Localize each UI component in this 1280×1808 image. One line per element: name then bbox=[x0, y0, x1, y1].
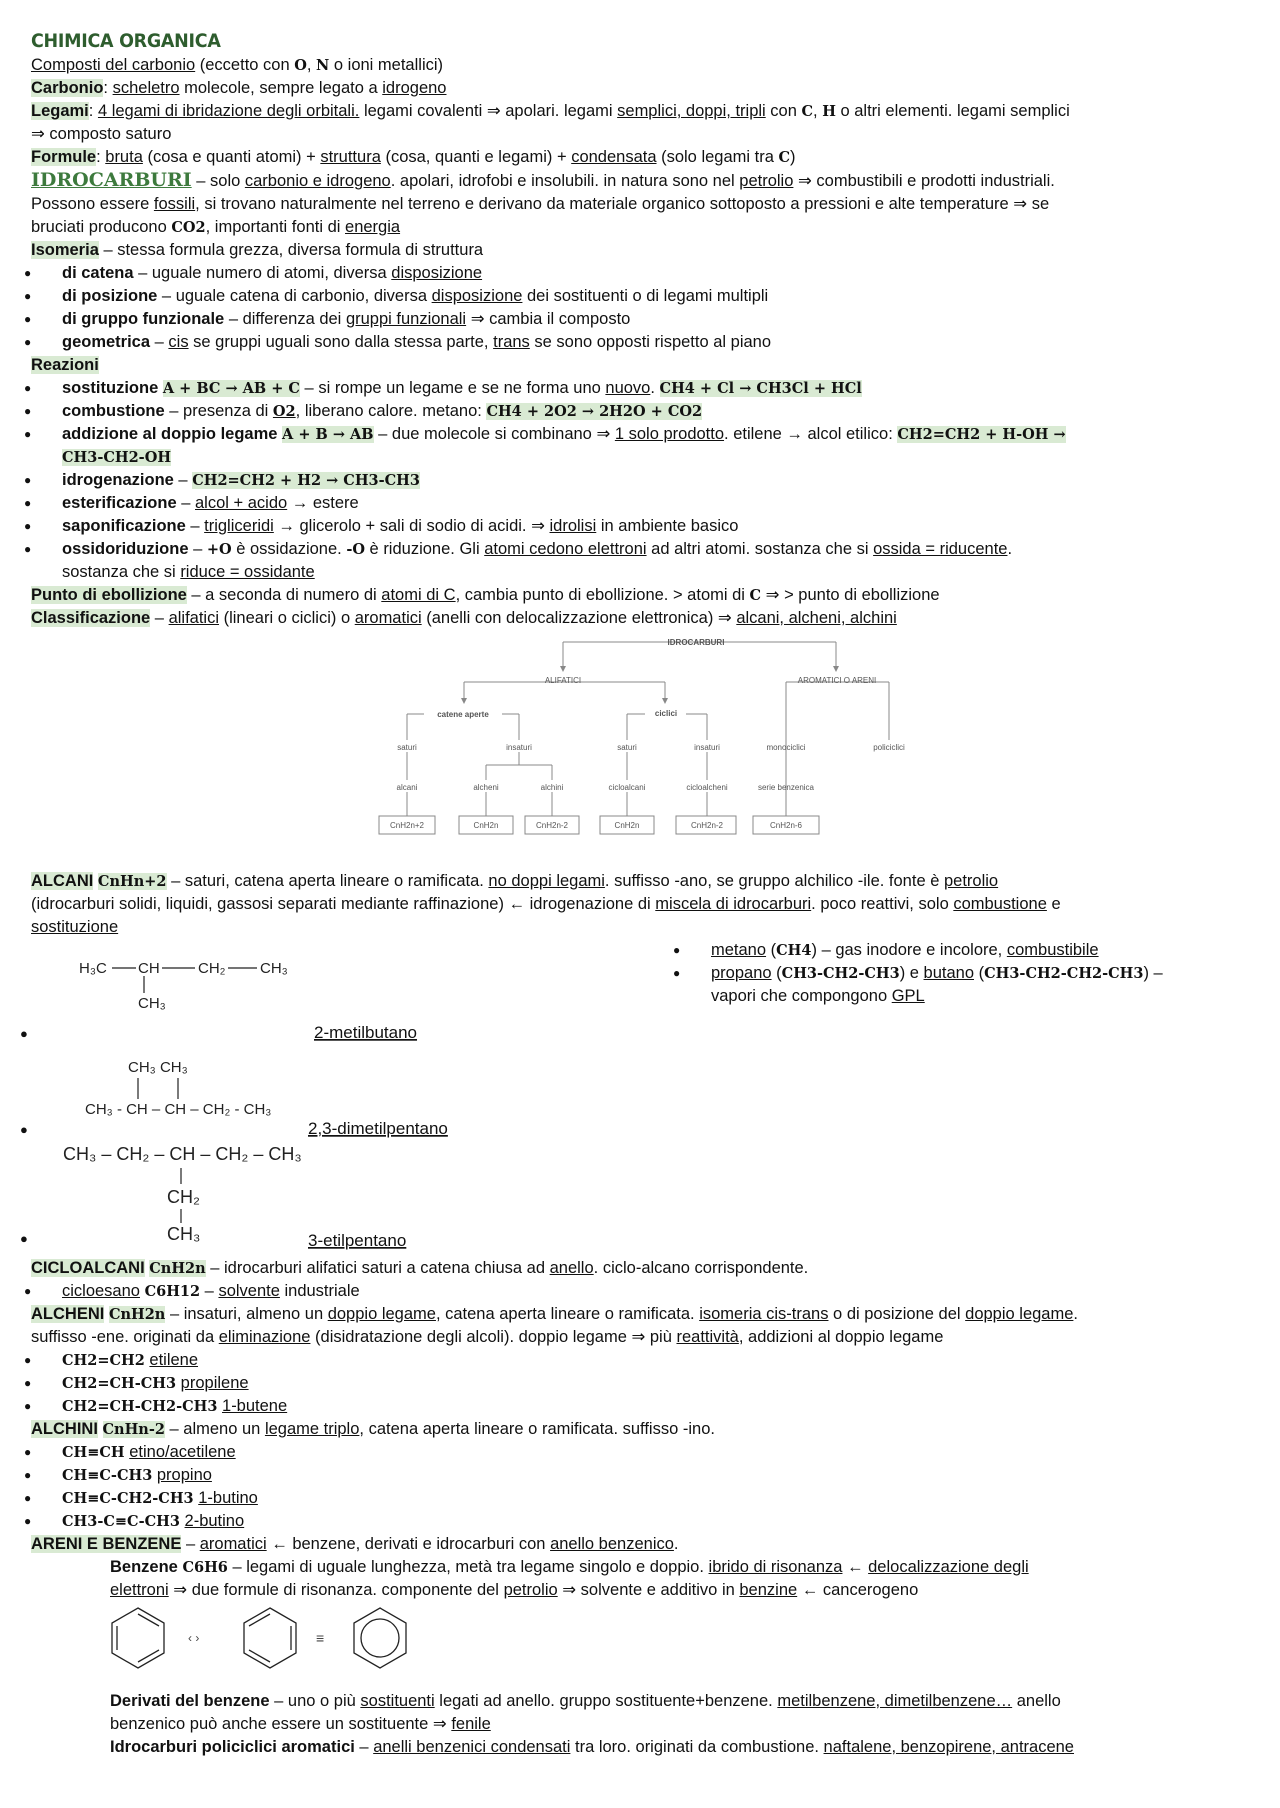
classificazione-line: Classificazione – alifatici (lineari o ciclici) o aromatici (anelli con delocalizzazione elettronica) ⇒ alcani, alcheni, alchini bbox=[31, 609, 897, 627]
list-item: ● cicloesano C6H12 – solvente industriale bbox=[31, 1280, 1266, 1303]
list-item: ● CH≡C-CH3 propino bbox=[31, 1464, 1266, 1487]
alcani-examples bbox=[20, 939, 1266, 1257]
idrocarburi-line-2: Possono essere fossili, si trovano naturalmente nel terreno e derivano da materiale organico sottoposto a pressioni e alte temperature ⇒ se bbox=[31, 195, 1050, 213]
name-3-etilpentano: 3-etilpentano bbox=[308, 1231, 407, 1250]
alchini-label: ALCHINI bbox=[31, 1420, 98, 1438]
svg-text:CH₃: CH₃ bbox=[260, 960, 288, 977]
list-item: ● CH≡C-CH2-CH3 1-butino bbox=[31, 1487, 1266, 1510]
tree-aromatici: AROMATICI O ARENI bbox=[797, 676, 877, 685]
tree-alifatici: ALIFATICI bbox=[544, 676, 582, 685]
tree-serie: serie benzenica bbox=[757, 783, 815, 792]
svg-text:CH₂: CH₂ bbox=[198, 960, 226, 977]
tree-alchini: alchini bbox=[540, 783, 564, 792]
reazioni-list bbox=[31, 377, 1266, 584]
carbonio-label: Carbonio bbox=[31, 79, 104, 97]
benzene-resonance bbox=[110, 1602, 1266, 1676]
benzene-line-2: elettroni ⇒ due formule di risonanza. componente del petrolio ⇒ solvente e additivo in benzine ← cancerogeno bbox=[110, 1581, 919, 1599]
resonance-arrow-icon: ‹ › bbox=[188, 1631, 200, 1645]
alchini-line: ALCHINI CnHn-2 – almeno un legame triplo, catena aperta lineare o ramificata. suffisso -ino. bbox=[31, 1420, 715, 1438]
list-item: ● CH2=CH-CH3 propilene bbox=[31, 1372, 1266, 1395]
svg-text:CH₃ CH₃: CH₃ CH₃ bbox=[128, 1059, 188, 1076]
list-item: ● propano (CH3-CH2-CH3) e butano (CH3-CH2-CH2-CH3) – vapori che compongono GPL bbox=[680, 962, 1260, 1008]
alchini-list bbox=[31, 1441, 1266, 1533]
list-item: ● esterificazione – alcol + acido → estere bbox=[31, 492, 1266, 515]
list-item: ● addizione al doppio legame A + B → AB – due molecole si combinano ⇒ 1 solo prodotto. etilene → alcol etilico: CH2=CH2 + H-OH → CH3-CH2-OH bbox=[31, 423, 1266, 469]
arrow-icon bbox=[833, 666, 839, 672]
list-item: ● ossidoriduzione – +O è ossidazione. -O è riduzione. Gli atomi cedono elettroni ad altri atomi. sostanza che si ossida = riducente. sostanza che si riduce = ossidante bbox=[31, 538, 1266, 584]
classification-diagram bbox=[31, 630, 1266, 870]
document-page bbox=[20, 30, 1266, 1759]
benzene-line: Benzene C6H6 – legami di uguale lunghezza, metà tra legame singolo e doppio. ibrido di risonanza ← delocalizzazione degli bbox=[110, 1558, 1029, 1576]
svg-text:CH₂: CH₂ bbox=[167, 1187, 200, 1207]
cicloalcani-list bbox=[31, 1280, 1266, 1303]
benzene-ring-icon bbox=[354, 1608, 406, 1668]
tree-policiclici: policiclici bbox=[873, 743, 905, 752]
svg-text:CH₃: CH₃ bbox=[138, 995, 166, 1012]
areni-line: ARENI E BENZENE – aromatici ← benzene, derivati e idrocarburi con anello benzenico. bbox=[31, 1535, 679, 1553]
svg-text:CH: CH bbox=[138, 960, 160, 977]
tree-cicloalcani: cicloalcani bbox=[608, 783, 646, 792]
list-item: ● CH2=CH-CH2-CH3 1-butene bbox=[31, 1395, 1266, 1418]
alcani-label: ALCANI bbox=[31, 872, 94, 890]
doc-title: CHIMICA ORGANICA bbox=[31, 30, 221, 52]
list-item: ● sostituzione A + BC → AB + C – si rompe un legame e se ne forma uno nuovo. CH4 + Cl → CH3Cl + HCl bbox=[31, 377, 1266, 400]
tree-ciclici: ciclici bbox=[654, 709, 678, 718]
ebollizione-label: Punto di ebollizione bbox=[31, 586, 187, 604]
reazioni-line bbox=[31, 354, 1266, 377]
list-item: ● combustione – presenza di O2, liberano calore. metano: CH4 + 2O2 → 2H2O + CO2 bbox=[31, 400, 1266, 423]
list-item: ● CH2=CH2 etilene bbox=[31, 1349, 1266, 1372]
cicloalcani-line: CICLOALCANI CnH2n – idrocarburi alifatici saturi a catena chiusa ad anello. ciclo-alcano corrispondente. bbox=[31, 1259, 809, 1277]
formule-label: Formule bbox=[31, 148, 97, 166]
tree-monociclici: monociclici bbox=[766, 743, 806, 752]
list-item: ● saponificazione – trigliceridi → glicerolo + sali di sodio di acidi. ⇒ idrolisi in ambiente basico bbox=[31, 515, 1266, 538]
bullet-icon: ● bbox=[20, 1231, 28, 1246]
idrocarburi-line: IDROCARBURI – solo carbonio e idrogeno. apolari, idrofobi e insolubili. in natura sono nel petrolio ⇒ combustibili e prodotti industriali. bbox=[31, 169, 1055, 191]
cicloalcani-label: CICLOALCANI bbox=[31, 1259, 145, 1277]
tree-f1: CnH2n+2 bbox=[389, 821, 425, 830]
list-item: ● di catena – uguale numero di atomi, diversa disposizione bbox=[31, 262, 1266, 285]
benzene-section bbox=[31, 1556, 1266, 1759]
arrow-icon bbox=[461, 698, 467, 704]
reazioni-label: Reazioni bbox=[31, 356, 99, 374]
alcheni-line: ALCHENI CnH2n – insaturi, almeno un doppio legame, catena aperta lineare o ramificata. isomeria cis-trans o di posizione del doppio legame. bbox=[31, 1305, 1078, 1323]
alcani-paragraph: ALCANI CnHn+2 – saturi, catena aperta lineare o ramificata. no doppi legami. suffisso -ano, se gruppo alchilico -ile. fonte è petrolio (idrocarburi solidi, liquidi, gassosi separati mediante raffinazione) ← idrogenazione di miscela di idrocarburi. poco reattivi, solo combustione e sostituzione bbox=[31, 872, 1061, 936]
tree-f5: CnH2n-2 bbox=[690, 821, 724, 830]
alcani-right-list bbox=[680, 939, 1260, 1008]
benzene-kekule-icon bbox=[112, 1608, 164, 1668]
tree-alcheni: alcheni bbox=[473, 783, 499, 792]
arrow-icon bbox=[560, 666, 566, 672]
svg-text:CH₃ – CH₂ – CH – CH₂ – CH₃: CH₃ – CH₂ – CH – CH₂ – CH₃ bbox=[63, 1144, 302, 1164]
derivati-line-2: benzenico può anche essere un sostituente ⇒ fenile bbox=[110, 1715, 491, 1733]
alcheni-label: ALCHENI bbox=[31, 1305, 105, 1323]
name-2-3-dimetilpentano: 2,3-dimetilpentano bbox=[308, 1119, 448, 1138]
tree-cicloalcheni: cicloalcheni bbox=[686, 783, 728, 792]
bullet-icon: ● bbox=[20, 1122, 28, 1137]
name-2-metilbutano: 2-metilbutano bbox=[314, 1023, 418, 1042]
tree-f4: CnH2n bbox=[614, 821, 640, 830]
tree-insaturi1: insaturi bbox=[506, 743, 532, 752]
svg-text:H₃C: H₃C bbox=[79, 960, 107, 977]
alcani-structures bbox=[0, 939, 640, 1257]
ebollizione-line: Punto di ebollizione – a seconda di numero di atomi di C, cambia punto di ebollizione. > atomi di C ⇒ > punto di ebollizione bbox=[31, 586, 940, 604]
tree-root: IDROCARBURI bbox=[667, 638, 725, 647]
policiclici-line: Idrocarburi policiclici aromatici – anelli benzenici condensati tra loro. originati da combustione. naftalene, benzopirene, antracene bbox=[110, 1738, 1074, 1756]
arrow-icon bbox=[662, 698, 668, 704]
list-item: ● di posizione – uguale catena di carbonio, diversa disposizione dei sostituenti o di legami multipli bbox=[31, 285, 1266, 308]
derivati-line: Derivati del benzene – uno o più sostituenti legati ad anello. gruppo sostituente+benzene. metilbenzene, dimetilbenzene… anello bbox=[110, 1692, 1061, 1710]
tree-f2: CnH2n bbox=[473, 821, 499, 830]
svg-text:CH₃: CH₃ bbox=[167, 1224, 201, 1244]
list-item: ● CH≡CH etino/acetilene bbox=[31, 1441, 1266, 1464]
legami-line: Legami: 4 legami di ibridazione degli orbitali. legami covalenti ⇒ apolari. legami semplici, doppi, tripli con C, H o altri elementi. legami semplici bbox=[31, 102, 1070, 120]
tree-insaturi2: insaturi bbox=[694, 743, 720, 752]
benzene-kekule-alt-icon bbox=[244, 1608, 296, 1668]
alcheni-line-2: suffisso -ene. originati da eliminazione (disidratazione degli alcoli). doppio legame ⇒ più reattività, addizioni al doppio legame bbox=[31, 1328, 944, 1346]
intro-composti: Composti del carbonio bbox=[31, 56, 196, 74]
formule-line: Formule: bruta (cosa e quanti atomi) + struttura (cosa, quanti e legami) + condensata (solo legami tra C) bbox=[31, 148, 796, 166]
legami-label: Legami bbox=[31, 102, 89, 120]
list-item: ● geometrica – cis se gruppi uguali sono dalla stessa parte, trans se sono opposti rispetto al piano bbox=[31, 331, 1266, 354]
list-item: ● metano (CH4) – gas inodore e incolore, combustibile bbox=[680, 939, 1260, 962]
alcheni-list bbox=[31, 1349, 1266, 1418]
intro-line: Composti del carbonio (eccetto con O, N o ioni metallici) bbox=[31, 56, 444, 74]
tree-saturi2: saturi bbox=[617, 743, 637, 752]
list-item: ● di gruppo funzionale – differenza dei gruppi funzionali ⇒ cambia il composto bbox=[31, 308, 1266, 331]
idrocarburi-line-3: bruciati producono CO2, importanti fonti di energia bbox=[31, 218, 401, 236]
list-item: ● CH3-C≡C-CH3 2-butino bbox=[31, 1510, 1266, 1533]
tree-alcani: alcani bbox=[396, 783, 418, 792]
tree-f3: CnH2n-2 bbox=[535, 821, 569, 830]
bullet-icon: ● bbox=[20, 1026, 28, 1041]
isomeria-line: Isomeria – stessa formula grezza, diversa formula di struttura bbox=[31, 241, 484, 259]
svg-text:CH₃ - CH – CH – CH₂ - CH₃: CH₃ - CH – CH – CH₂ - CH₃ bbox=[85, 1101, 272, 1118]
carbonio-line: Carbonio: scheletro molecole, sempre legato a idrogeno bbox=[31, 79, 447, 97]
isomeria-label: Isomeria bbox=[31, 241, 99, 259]
tree-catene: catene aperte bbox=[437, 710, 489, 719]
idrocarburi-heading: IDROCARBURI bbox=[31, 169, 192, 191]
list-item: ● idrogenazione – CH2=CH2 + H2 → CH3-CH3 bbox=[31, 469, 1266, 492]
classificazione-label: Classificazione bbox=[31, 609, 151, 627]
legami-line-2: ⇒ composto saturo bbox=[31, 125, 172, 143]
equivalent-icon: ≡ bbox=[316, 1630, 325, 1646]
doc-title-line bbox=[31, 30, 1266, 54]
areni-label: ARENI E BENZENE bbox=[31, 1535, 182, 1553]
isomeria-list bbox=[31, 262, 1266, 354]
tree-saturi1: saturi bbox=[397, 743, 417, 752]
tree-f6: CnH2n-6 bbox=[769, 821, 803, 830]
